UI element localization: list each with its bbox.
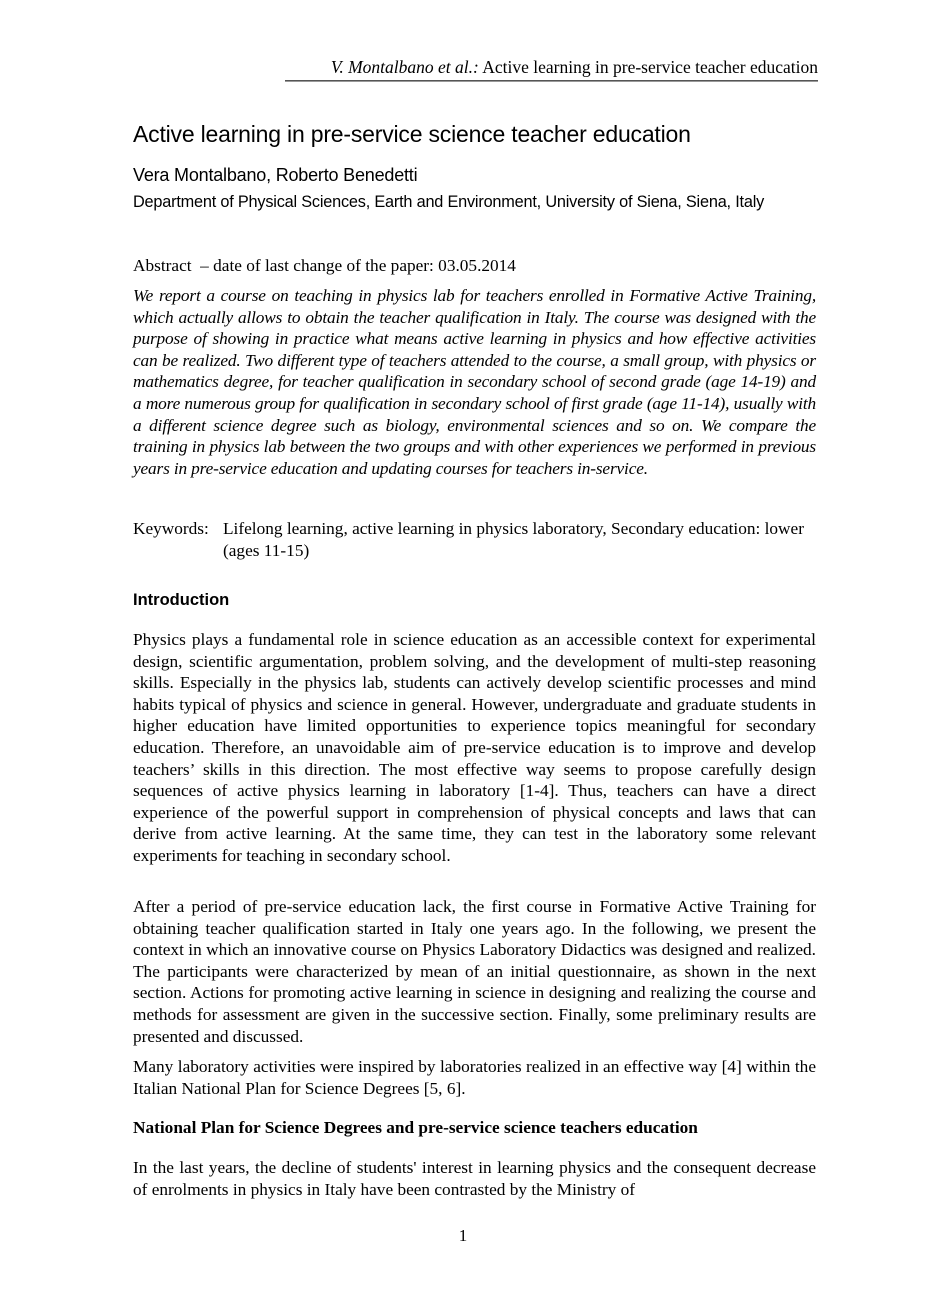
paragraph [133, 1157, 816, 1200]
paper-authors: Vera Montalbano, Roberto Benedetti [133, 165, 418, 185]
section-heading-national-plan: National Plan for Science Degrees and pre-service science teachers education [133, 1118, 698, 1137]
paper-affiliation: Department of Physical Sciences, Earth and Environment, University of Siena, Siena, Italy [133, 193, 765, 211]
paragraph-text: In the last years, the decline of students' interest in learning physics and the consequent decrease of enrolments in physics in Italy have been contrasted by the Ministry of [133, 1158, 816, 1199]
running-header-authors: V. Montalbano et al.: [330, 57, 479, 77]
paragraph-text: Many laboratory activities were inspired by laboratories realized in an effective way [4] within the Italian National Plan for Science Degrees [5, 6]. [133, 1057, 816, 1098]
paragraph [133, 896, 816, 1047]
page-number: 1 [458, 1226, 468, 1245]
section-heading-introduction: Introduction [133, 591, 230, 609]
paragraph [133, 629, 816, 867]
abstract-text: We report a course on teaching in physics lab for teachers enrolled in Formative Active Training, which actually allows to obtain the teacher qualification in Italy. The course was designed with the purpose of showing in practice what means active learning in physics and how effective activities can be realized. Two different type of teachers attended to the course, a small group, with physics or mathematics degree, for teacher qualification in secondary school of second grade (age 14-19) and a more numerous group for qualification in secondary school of first grade (age 11-14), usually with a different science degree such as biology, environmental sciences and so on. We compare the training in physics lab between the two groups and with other experiences we performed in previous years in pre-service education and updating courses for teachers in-service. [133, 286, 816, 478]
keywords-value: Lifelong learning, active learning in physics laboratory, Secondary education: lower (ages 11-15) [223, 519, 804, 560]
paper-title: Active learning in pre-service science teacher education [133, 121, 691, 147]
paragraph-text: Physics plays a fundamental role in science education as an accessible context for experimental design, scientific argumentation, problem solving, and the development of multi-step reasoning skills. Especially in the physics lab, students can actively develop scientific processes and mind habits typical of physics and science in general. However, undergraduate and graduate students in higher education have limited opportunities to experience topics meaningful for secondary education. Therefore, an unavoidable aim of pre-service education is to improve and develop teachers’ skills in this direction. The most effective way seems to propose carefully design sequences of active physics learning in laboratory [1-4]. Thus, teachers can have a direct experience of the powerful support in comprehension of physical concepts and laws that can derive from active learning. At the same time, they can test in the laboratory some relevant experiments for teaching in secondary school. [133, 630, 816, 865]
keywords [133, 518, 816, 561]
running-header-title: Active learning in pre-service teacher education [482, 57, 818, 77]
keywords-label: Keywords: [133, 519, 209, 538]
paragraph [133, 1056, 816, 1099]
paragraph-text: After a period of pre-service education lack, the first course in Formative Active Training for obtaining teacher qualification started in Italy one years ago. In the following, we present the context in which an innovative course on Physics Laboratory Didactics was designed and realized. The participants were characterized by mean of an initial questionnaire, as shown in the next section. Actions for promoting active learning in science in designing and realizing the course and methods for assessment are given in the successive section. Finally, some preliminary results are presented and discussed. [133, 897, 816, 1046]
running-header [285, 56, 818, 81]
abstract-heading: Abstract – date of last change of the paper: 03.05.2014 [133, 256, 516, 275]
